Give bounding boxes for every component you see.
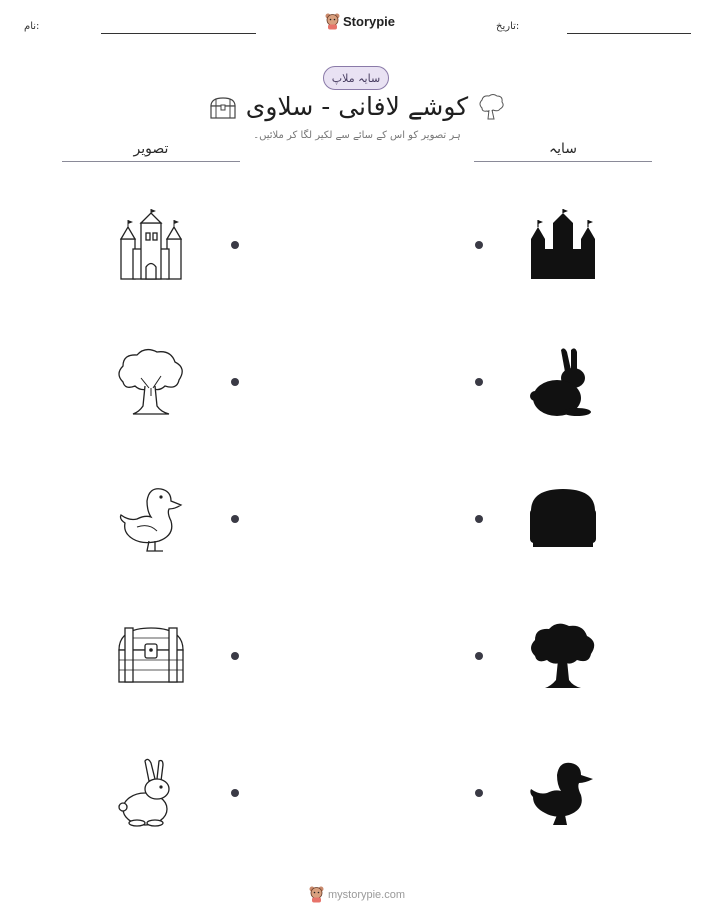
shadow-dot[interactable]: [475, 241, 483, 249]
treasure-chest-picture[interactable]: [115, 620, 187, 692]
picture-dot[interactable]: [231, 378, 239, 386]
castle-picture[interactable]: [115, 209, 187, 281]
picture-dot[interactable]: [231, 241, 239, 249]
date-label: تاریخ:: [496, 21, 520, 32]
rabbit-picture[interactable]: [115, 757, 187, 829]
name-line[interactable]: [101, 33, 256, 34]
treasure-chest-shadow[interactable]: [527, 483, 599, 555]
left-column-rule: [62, 161, 240, 162]
right-column-rule: [474, 161, 652, 162]
brand-logo: [325, 13, 395, 30]
picture-dot[interactable]: [231, 515, 239, 523]
right-column-heading: سایہ: [548, 141, 578, 157]
picture-dot[interactable]: [231, 652, 239, 660]
activity-badge: سایہ ملاپ: [323, 66, 389, 90]
instructions: ہر تصویر کو اس کے سائے سے لکیر لگا کر ملائیں۔: [253, 130, 461, 141]
left-column-heading: تصویر: [133, 141, 169, 157]
date-line[interactable]: [567, 33, 691, 34]
bear-mascot-icon: [309, 886, 324, 903]
rabbit-shadow[interactable]: [527, 346, 599, 418]
worksheet-title: کوشے لافانی - سلاوی: [245, 92, 469, 121]
picture-dot[interactable]: [231, 789, 239, 797]
bear-mascot-icon: [325, 13, 340, 30]
footer-url[interactable]: mystorypie.com: [327, 888, 406, 901]
duck-picture[interactable]: [115, 483, 187, 555]
shadow-dot[interactable]: [475, 378, 483, 386]
tree-icon: [476, 92, 506, 122]
tree-picture[interactable]: [115, 346, 187, 418]
name-label: نام:: [24, 21, 40, 32]
tree-shadow[interactable]: [527, 620, 599, 692]
shadow-dot[interactable]: [475, 515, 483, 523]
shadow-dot[interactable]: [475, 789, 483, 797]
shadow-dot[interactable]: [475, 652, 483, 660]
duck-shadow[interactable]: [527, 757, 599, 829]
castle-shadow[interactable]: [527, 209, 599, 281]
brand-name: Storypie: [343, 14, 396, 29]
footer: [0, 886, 714, 903]
